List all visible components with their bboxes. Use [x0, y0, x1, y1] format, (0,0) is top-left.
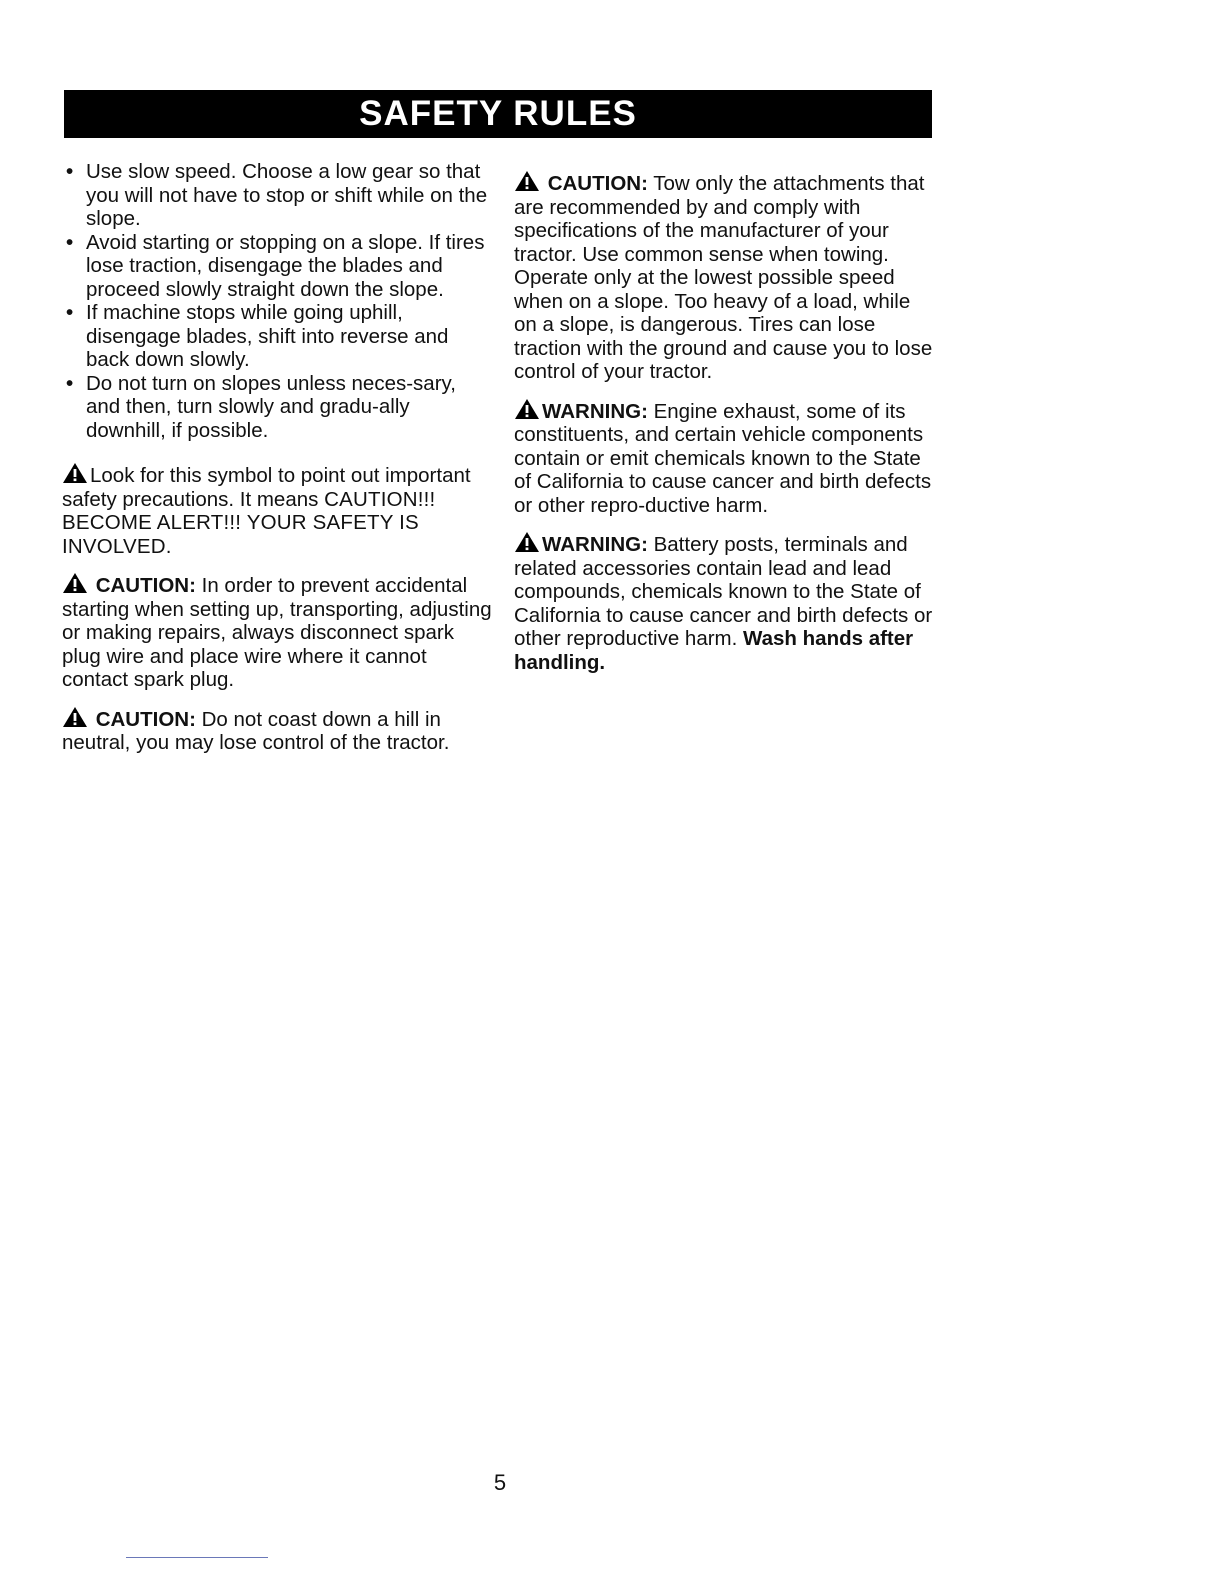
bullet-icon: •	[66, 230, 74, 254]
warning-triangle-icon	[62, 706, 88, 728]
list-item: • Use slow speed. Choose a low gear so that you will not have to stop or shift while on the slope.	[66, 160, 488, 230]
warning-triangle-icon	[62, 572, 88, 594]
section-header-bar	[64, 90, 932, 138]
page-title: SAFETY RULES	[359, 94, 637, 133]
bullet-icon: •	[66, 160, 74, 183]
caution-label: CAUTION:	[95, 707, 196, 731]
caution-label: CAUTION:	[547, 172, 648, 195]
left-column	[62, 160, 492, 755]
list-item: • If machine stops while going uphill, disengage blades, shift into reverse and back down slowly.	[66, 301, 449, 371]
page-number: 5	[493, 1470, 507, 1495]
warning-triangle-icon	[514, 170, 540, 192]
bullet-icon: •	[66, 301, 74, 324]
list-item: • Avoid starting or stopping on a slope. If tires lose traction, disengage the blades and proceed slowly straight down the slope.	[66, 230, 485, 301]
symbol-caps-text: CAUTION!!! BECOME ALERT!!! YOUR SAFETY IS INVOLVED.	[62, 487, 436, 558]
list-item: • Do not turn on slopes unless neces-sary, and then, turn slowly and gradu-ally downhill, if possible.	[66, 371, 456, 442]
right-column	[514, 170, 934, 674]
warning-label: WARNING:	[542, 533, 648, 556]
warning-exhaust: WARNING: Engine exhaust, some of its constituents, and certain vehicle components contain or emit chemicals known to the State of California to cause cancer and birth defects or other repro-ductive harm.	[514, 399, 932, 517]
caution-spark-plug: CAUTION: In order to prevent accidental starting when setting up, transporting, adjusting or making repairs, always disconnect spark plug wire and place wire where it cannot contact spark plug.	[62, 574, 492, 691]
symbol-explanation: Look for this symbol to point out important safety precautions. It means CAUTION!!! BECOME ALERT!!! YOUR SAFETY IS INVOLVED.	[62, 464, 471, 558]
warning-triangle-icon	[514, 531, 540, 553]
warning-battery: WARNING: Battery posts, terminals and related accessories contain lead and lead compounds, chemicals known to the State of California to cause cancer and birth defects or other reproductive harm. Wash hands after handling.	[514, 533, 933, 674]
caution-coast: CAUTION: Do not coast down a hill in neutral, you may lose control of the tractor.	[62, 707, 450, 754]
warning-triangle-icon	[514, 398, 540, 420]
slope-rules-list	[62, 160, 492, 442]
caution-label: CAUTION:	[95, 574, 196, 597]
warning-label: WARNING:	[542, 399, 648, 423]
caution-towing: CAUTION: Tow only the attachments that are recommended by and comply with specifications of the manufacturer of your tractor. Use common sense when towing. Operate only at the lowest possible speed when on a slope. Too heavy of a load, while on a slope, is dangerous. Tires can lose traction with the ground and cause you to lose control of your tractor.	[514, 172, 933, 383]
warning-triangle-icon	[62, 462, 88, 484]
wash-hands-emphasis: Wash hands after handling.	[514, 627, 914, 674]
footer-divider	[126, 1557, 268, 1558]
bullet-icon: •	[66, 371, 74, 395]
